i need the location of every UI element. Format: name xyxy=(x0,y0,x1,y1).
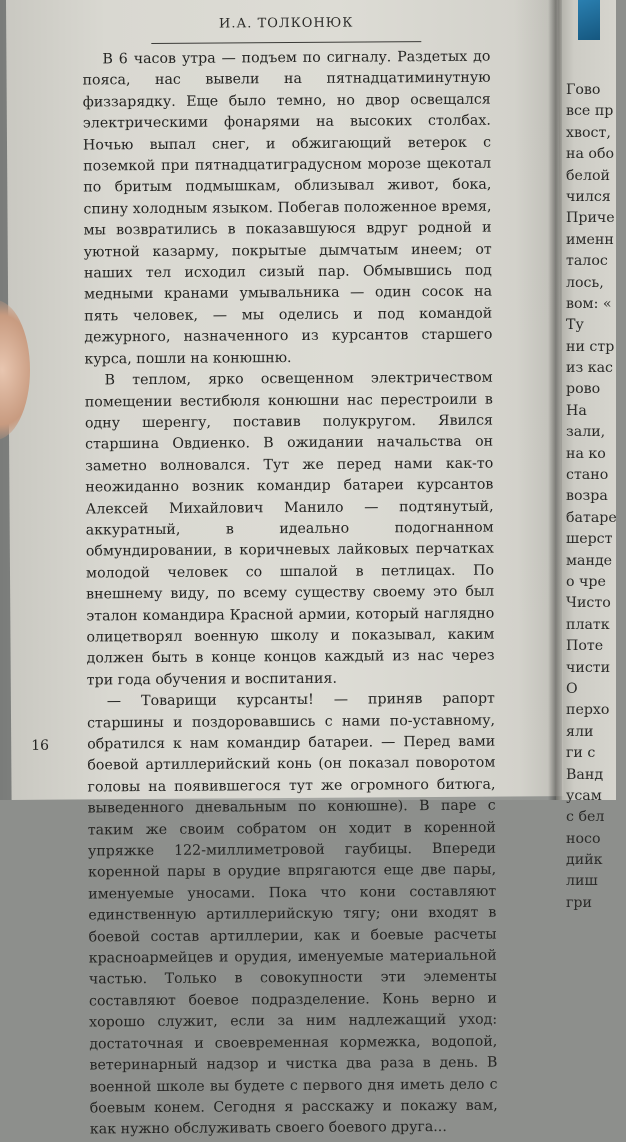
right-page-line: на ко xyxy=(566,445,606,462)
right-page-text xyxy=(566,80,626,914)
blue-bookmark xyxy=(578,0,600,40)
header-rule xyxy=(151,41,421,44)
right-page-line: белой xyxy=(566,167,610,184)
right-page-line: шерст xyxy=(566,531,613,548)
paragraph: В 6 часов утра — подъем по сигналу. Раздетых до пояса, нас вывели на пятнадцатиминутную физзарядку. Еще было темно, но двор освещался электрическими фонарями на высоких столбах. Ночью выпал снег, и обжигающий ветерок с поземкой при пятнадцатиградусном морозе щекотал по бритым подмышкам, облизывал живот, бока, спину холодным языком. Побегав положенное время, мы возвратились в показавшуюся вдруг родной и уютной казарму, покрытые дымчатым инеем; от наших тел исходил сизый пар. Обмывшись под медными кранами умывальника — один сосок на пять человек, — мы оделись и под командой дежурного, назначенного из курсантов старшего курса, пошли на конюшню. xyxy=(82,48,493,368)
right-page-line: чисти xyxy=(566,659,611,676)
right-page xyxy=(556,0,617,911)
paragraph: В теплом, ярко освещенном электричеством помещении вестибюля конюшни нас перестроили в одну шеренгу, поставив полукругом. Явился старшина Овдиенко. В ожидании начальства он заметно волновался. Тут же перед нами как-то неожиданно возник командир батареи курсантов Алексей Михайлович Манило — подтянутый, аккуратный, в идеально подогнанном обмундировании, в коричневых лайковых перчатках молодой человек со шпалой в петлицах. По внешнему виду, по всему существу своему это был эталон командира Красной армии, который наглядно олицетворял военную школу и показывал, каким должен быть в конце концов каждый из нас через три года обучения и воспитания. xyxy=(84,369,495,689)
right-page-line: чился xyxy=(566,188,611,205)
right-page-line: лось, xyxy=(566,274,604,291)
right-page-line: о чре xyxy=(566,573,606,590)
right-page-line: талос xyxy=(566,253,608,270)
right-page-line: перхо xyxy=(566,702,610,719)
right-page-line: дийк xyxy=(566,852,603,869)
right-page-line: носо xyxy=(566,830,601,847)
right-page-line: О xyxy=(566,680,578,697)
right-page-line: ги с xyxy=(566,745,596,762)
right-page-line: усам xyxy=(566,787,602,804)
paragraph: — Товарищи курсанты! — приняв рапорт старшины и поздоровавшись с нами по-уставному, обратился к нам командир батареи. — Перед вами боевой артиллерийский конь (он показал поворотом головы на появившегося тут же огромного битюга, выведенного дневальным по конюшне). В паре с таким же своим собратом он ходит в коренной упряжке 122-миллиметровой гаубицы. Впереди коренной пары в орудие впрягаются еще две пары, именуемые уносами. Пока что кони составляют единственную артиллерийскую тягу; они входят в боевой состав артиллерии, как и боевые расчеты красноармейцев и орудия, именуемые материальной частью. Только в совокупности эти элементы составляют боевое подразделение. Конь верно и хорошо служит, если за ним надлежащий уход: достаточная и своевременная кормежка, водопой, ветеринарный надзор и чистка два раза в день. В военной школе вы будете с первого дня иметь дело с боевым конем. Сегодня я расскажу и покажу вам, как нужно обслуживать своего боевого друга... xyxy=(86,690,498,1138)
right-page-line: Приче xyxy=(566,210,615,227)
right-page-line: Ту xyxy=(566,317,584,334)
left-page xyxy=(6,0,564,1138)
right-page-line: зали, xyxy=(566,424,606,441)
right-page-line: Гово xyxy=(566,82,601,98)
right-page-line: яли xyxy=(566,723,594,740)
right-page-line: все пр xyxy=(566,103,614,120)
right-page-line: стано xyxy=(566,467,609,484)
right-page-line: Поте xyxy=(566,638,604,655)
right-page-line: именн xyxy=(566,231,614,248)
right-page-line: платк xyxy=(566,616,610,633)
right-page-line: манде xyxy=(566,552,613,569)
right-page-line: ни стр xyxy=(566,338,615,355)
book-gutter xyxy=(548,0,562,800)
right-page-line: На xyxy=(566,402,587,419)
right-page-line: хвост, xyxy=(566,124,611,141)
right-page-line: Ванд xyxy=(566,766,604,783)
right-page-line: гри xyxy=(566,894,592,911)
right-page-line: рово xyxy=(566,381,601,398)
right-page-line: на обо xyxy=(566,146,615,163)
right-page-line: Чисто xyxy=(566,595,611,612)
right-page-line: лиш xyxy=(566,873,598,890)
right-page-line: из кас xyxy=(566,360,613,377)
running-header: И.А. ТОЛКОНЮК xyxy=(218,15,354,32)
right-page-line: вом: « xyxy=(566,295,612,312)
page-number: 16 xyxy=(31,737,50,754)
body-text xyxy=(82,47,498,1142)
right-page-line: батаре xyxy=(566,509,617,526)
right-page-line: возра xyxy=(566,488,608,505)
right-page-line: с бел xyxy=(566,809,605,826)
